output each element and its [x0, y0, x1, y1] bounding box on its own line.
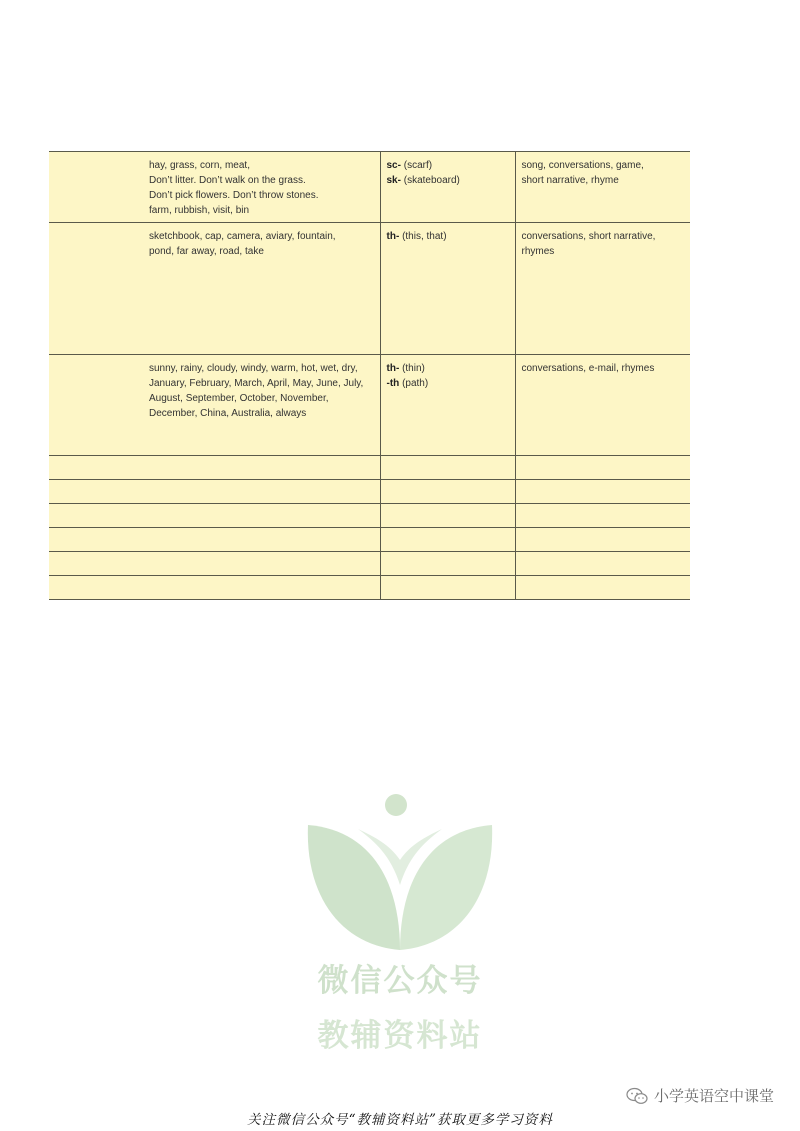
vocabulary-cell: [137, 480, 380, 504]
phonics-cell: [380, 355, 515, 456]
phonics-cell: [380, 152, 515, 223]
vocabulary-cell: [137, 223, 380, 355]
table-row: [49, 355, 690, 456]
watermark-line2: 教辅资料站: [317, 1018, 483, 1054]
vocab-line: Don’t litter. Don’t walk on the grass.: [149, 175, 306, 186]
text-type-line: song, conversations, game,: [521, 160, 644, 171]
phonics-prefix: th-: [386, 231, 400, 242]
unit-cell: [49, 152, 137, 223]
phonics-prefix: -th: [386, 378, 400, 389]
brand-name: 小学英语空中课堂: [653, 1087, 774, 1105]
watermark-line1: 微信公众号: [317, 963, 483, 999]
text-types-cell: [515, 456, 690, 480]
phonics-example: (thin): [402, 363, 425, 374]
table-row: [49, 223, 690, 355]
brand: [626, 1085, 774, 1106]
phonics-example: (skateboard): [403, 175, 460, 186]
phonics-cell: [380, 480, 515, 504]
sprout-person-logo-icon: [300, 785, 500, 955]
vocabulary-cell: [137, 456, 380, 480]
text-types-cell: [515, 223, 690, 355]
vocabulary-cell: [137, 355, 380, 456]
vocab-line: sketchbook, cap, camera, aviary, fountain,: [149, 231, 336, 242]
table-row: [49, 456, 690, 480]
phonics-example: (this, that): [402, 231, 447, 242]
text-type-line: conversations, e-mail, rhymes: [521, 363, 655, 374]
text-type-line: conversations, short narrative,: [521, 231, 656, 242]
text-types-cell: [515, 576, 690, 600]
phonics-cell: [380, 528, 515, 552]
text-types-cell: [515, 528, 690, 552]
text-types-cell: [515, 504, 690, 528]
phonics-line: [387, 229, 509, 244]
wechat-icon: [626, 1087, 648, 1105]
text-type-line: short narrative, rhyme: [521, 175, 619, 186]
table-row: [49, 152, 690, 223]
vocab-line: pond, far away, road, take: [149, 246, 264, 257]
vocabulary-cell: [137, 552, 380, 576]
phonics-example: (scarf): [403, 160, 433, 171]
vocabulary-cell: [137, 504, 380, 528]
phonics-prefix: sc-: [386, 160, 401, 171]
syllabus-table: [49, 151, 690, 600]
phonics-cell: [380, 504, 515, 528]
unit-cell: [49, 355, 137, 456]
phonics-line: [387, 173, 509, 188]
vocab-line: Don’t pick flowers. Don’t throw stones.: [149, 190, 319, 201]
phonics-example: (path): [402, 378, 429, 389]
unit-cell: [49, 504, 137, 528]
table-row: [49, 576, 690, 600]
phonics-cell: [380, 223, 515, 355]
table-row: [49, 528, 690, 552]
vocab-line: hay, grass, corn, meat,: [149, 160, 250, 171]
phonics-prefix: sk-: [386, 175, 401, 186]
unit-cell: [49, 528, 137, 552]
unit-cell: [49, 552, 137, 576]
vocab-line: farm, rubbish, visit, bin: [149, 205, 250, 216]
watermark: [300, 785, 500, 1055]
phonics-line: [387, 361, 509, 376]
vocab-line: January, February, March, April, May, June, July,: [149, 378, 364, 389]
text-types-cell: [515, 480, 690, 504]
phonics-line: [387, 158, 509, 173]
unit-cell: [49, 456, 137, 480]
phonics-prefix: th-: [386, 363, 400, 374]
unit-cell: [49, 576, 137, 600]
table-row: [49, 480, 690, 504]
phonics-cell: [380, 552, 515, 576]
text-types-cell: [515, 152, 690, 223]
phonics-cell: [380, 456, 515, 480]
unit-cell: [49, 223, 137, 355]
footer-note: 关注微信公众号“教辅资料站”获取更多学习资料: [247, 1112, 553, 1128]
phonics-cell: [380, 576, 515, 600]
vocabulary-cell: [137, 576, 380, 600]
vocab-line: sunny, rainy, cloudy, windy, warm, hot, wet, dry,: [149, 363, 358, 374]
vocabulary-cell: [137, 152, 380, 223]
vocabulary-cell: [137, 528, 380, 552]
phonics-line: [387, 376, 509, 391]
vocab-line: August, September, October, November,: [149, 393, 329, 404]
unit-cell: [49, 480, 137, 504]
text-types-cell: [515, 355, 690, 456]
table-row: [49, 504, 690, 528]
vocab-line: December, China, Australia, always: [149, 408, 307, 419]
text-type-line: rhymes: [521, 246, 555, 257]
table-row: [49, 552, 690, 576]
text-types-cell: [515, 552, 690, 576]
